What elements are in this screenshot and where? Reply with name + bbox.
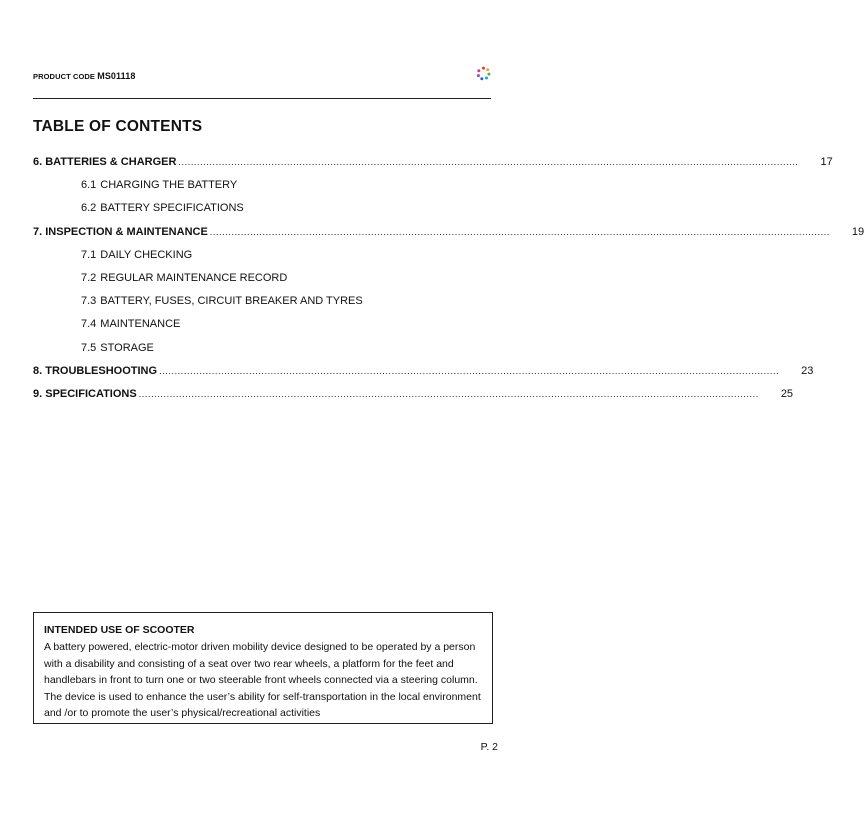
toc-subentry-label: DAILY CHECKING [100, 248, 193, 261]
toc-entry-page: 25 [780, 387, 794, 400]
product-code-label: PRODUCT CODE [33, 72, 96, 81]
toc-subentry [33, 342, 470, 365]
toc-entry-page: 23 [801, 364, 814, 377]
toc-entry-label: 6. BATTERIES & CHARGER [33, 156, 177, 168]
page-number: P. 2 [480, 741, 498, 753]
toc-subentry-number: 7.5 [81, 341, 97, 354]
table-of-contents [33, 156, 864, 411]
intended-use-box [33, 612, 493, 724]
intended-use-title: INTENDED USE OF SCOOTER [44, 624, 195, 636]
product-code-value: MS01118 [97, 71, 136, 81]
toc-subentry [33, 295, 470, 318]
toc-entry-page: 19 [851, 225, 864, 238]
toc-subentry-number: 7.3 [81, 295, 97, 308]
toc-leader-dots: ........................................................................................................................................................................................................ [159, 365, 780, 376]
toc-entry [33, 364, 814, 388]
toc-title: TABLE OF CONTENTS [33, 118, 203, 135]
toc-subentry-label: MAINTENANCE [100, 318, 181, 331]
product-code [33, 71, 135, 81]
toc-subentry-label: REGULAR MAINTENANCE RECORD [100, 271, 288, 284]
toc-subentry-number: 6.1 [81, 179, 97, 192]
page-header [33, 66, 495, 90]
toc-subentry [33, 318, 470, 341]
toc-subentry [33, 179, 470, 202]
header-divider [33, 98, 491, 99]
toc-entry-page: 17 [820, 156, 833, 168]
toc-subentry-number: 7.2 [81, 271, 97, 284]
toc-entry [33, 387, 794, 411]
toc-leader-dots: ........................................................................................................................................................................................................ [138, 388, 759, 399]
toc-entry-label: 9. SPECIFICATIONS [33, 387, 137, 400]
intended-use-body: A battery powered, electric-motor driven mobility device designed to be operated by a person with a disability and consisting of a seat over two rear wheels, a platform for the feet and handlebars in front to turn one or two steerable front wheels connected via a steering column. The device is used to enhance the user’s ability for self-transportation in the local environment and /or to promote the user’s physical/recreational activities [44, 641, 481, 719]
toc-entry [33, 156, 833, 179]
toc-subentry-label: BATTERY SPECIFICATIONS [100, 202, 244, 215]
toc-subentry-label: CHARGING THE BATTERY [100, 179, 238, 192]
toc-leader-dots: ........................................................................................................................................................................................................ [178, 157, 799, 167]
toc-entry [33, 225, 864, 249]
toc-subentry-number: 6.2 [81, 202, 97, 215]
toc-entry-label: 8. TROUBLESHOOTING [33, 364, 158, 377]
toc-subentry [33, 272, 470, 295]
toc-subentry-label: STORAGE [100, 341, 154, 354]
toc-subentry-number: 7.1 [81, 248, 97, 261]
toc-entry-label: 7. INSPECTION & MAINTENANCE [33, 225, 208, 238]
toc-subentry [33, 202, 470, 225]
toc-leader-dots: ........................................................................................................................................................................................................ [209, 226, 830, 237]
toc-subentry-number: 7.4 [81, 318, 97, 331]
toc-subentry-label: BATTERY, FUSES, CIRCUIT BREAKER AND TYRES [100, 295, 363, 308]
circular-dots-logo-icon [476, 66, 491, 81]
toc-subentry [33, 249, 470, 272]
